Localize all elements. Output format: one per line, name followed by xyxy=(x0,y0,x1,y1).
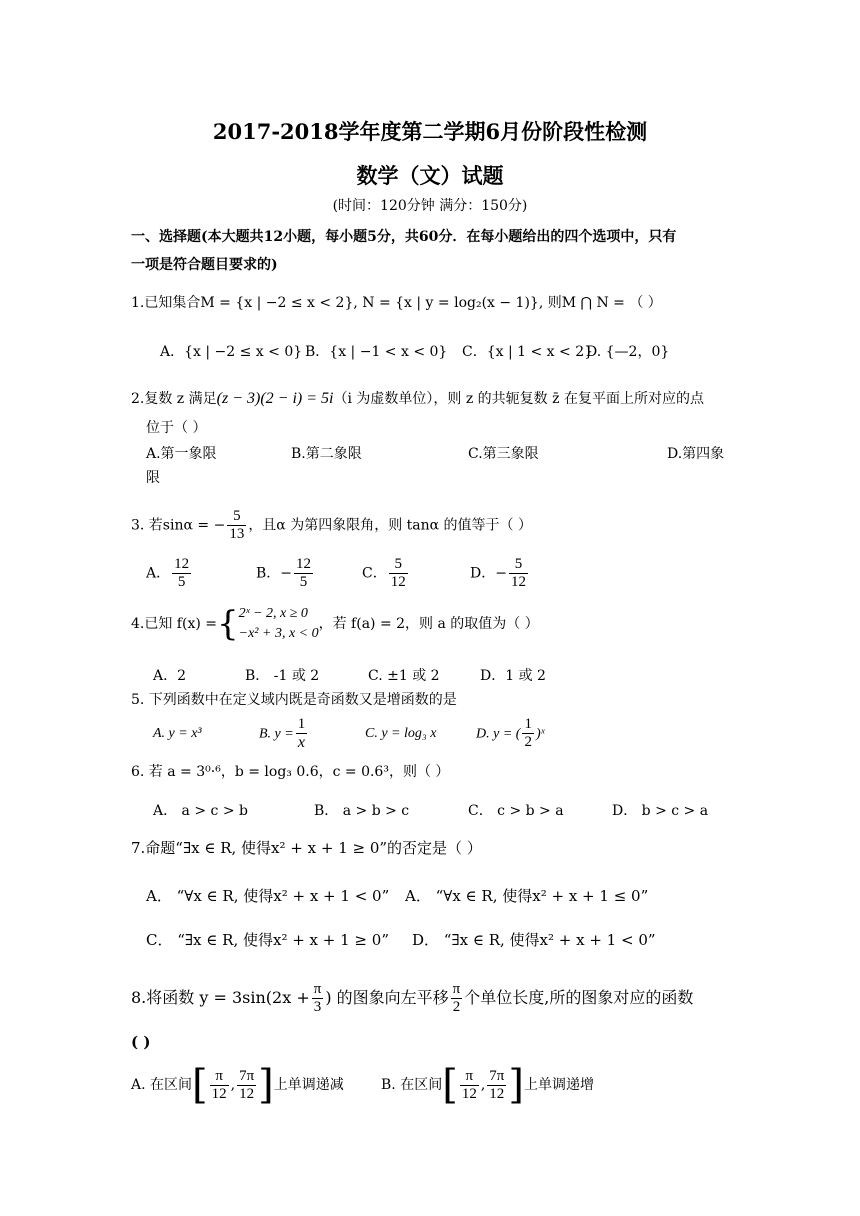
q8-b-frac-2 xyxy=(487,1068,506,1103)
q2-option-d-wrap: 限 xyxy=(146,470,160,486)
q2-stem-line2: 位于（ ） xyxy=(146,420,207,436)
q8-a-frac-1 xyxy=(210,1068,229,1103)
q4-case-2: −x² + 3, x < 0 xyxy=(238,626,319,641)
q3-frac-num: 5 xyxy=(227,508,246,526)
q3-b-label: B．− xyxy=(256,565,293,582)
question-7-stem: 7.命题“∃x ∈ R, 使得x² + x + 1 ≥ 0”的否定是（ ） xyxy=(131,839,482,857)
q3-d-num: 5 xyxy=(509,556,528,574)
q1-option-c: C．{x | 1 < x < 2} xyxy=(462,344,594,360)
q8-a-tail: 上单调递减 xyxy=(273,1077,344,1093)
q2-stem-a: 2.复数 z 满足 xyxy=(131,391,217,407)
q4-option-b: B． -1 或 2 xyxy=(245,668,320,684)
q5-d-tail: )ˣ xyxy=(535,726,545,742)
q8-a-n2: 7π xyxy=(239,1067,255,1084)
q3-b-den: 5 xyxy=(299,574,308,590)
q8-b-bracket-close: ] xyxy=(508,1062,524,1108)
q8-b-n2: 7π xyxy=(489,1067,505,1084)
question-5-stem: 5. 下列函数中在定义域内既是奇函数又是增函数的是 xyxy=(131,692,457,708)
question-1-stem: 1.已知集合M = {x | −2 ≤ x < 2}, N = {x | y = log₂(x − 1)}, 则M ⋂ N = （ ） xyxy=(131,295,662,311)
q3-d-den: 12 xyxy=(510,574,526,590)
q1-option-a: A．{x | −2 ≤ x < 0} xyxy=(160,344,303,360)
q7-option-c: C． “∃x ∈ R, 使得x² + x + 1 ≥ 0” xyxy=(146,931,389,949)
q3-option-d xyxy=(470,556,530,591)
q4-option-a: A．2 xyxy=(153,668,187,684)
q3-d-frac xyxy=(509,556,528,591)
q5-b-den: x xyxy=(297,734,306,751)
q1-option-d: D. {—2，0} xyxy=(586,344,670,360)
q8-option-a: A. 在区间[ $\frac{\pi}{12}$ , $\frac{7\pi}{12}$ ]上单调递减 xyxy=(131,1062,344,1108)
q6-option-d: D． b > c > a xyxy=(612,803,709,819)
q8-frac-1 xyxy=(312,981,324,1016)
q8-frac-2-num: π xyxy=(452,981,461,997)
q8-frac-1-num: π xyxy=(313,981,322,997)
q3-a-den: 5 xyxy=(177,574,186,590)
q4-stem-a: 4.已知 f(x) = xyxy=(131,616,217,632)
q3-b-num: 12 xyxy=(296,556,312,572)
q4-stem-b: ，若 f(a) = 2，则 a 的取值为（ ） xyxy=(318,616,539,632)
q5-option-b xyxy=(259,716,309,751)
q8-frac-2-den: 2 xyxy=(452,999,461,1015)
q3-b-frac xyxy=(294,556,313,591)
exam-info: (时间：120分钟 满分：150分) xyxy=(332,198,528,214)
q4-cases xyxy=(239,604,319,644)
q5-option-d xyxy=(476,716,545,751)
q4-case-1: 2ˣ − 2, x ≥ 0 xyxy=(238,606,308,621)
q3-option-a xyxy=(146,556,193,591)
q8-a-frac-2 xyxy=(237,1068,256,1103)
q5-b-num: 1 xyxy=(297,716,306,732)
q1-option-b: B．{x | −1 < x < 0} xyxy=(305,344,448,360)
q5-d-den: 2 xyxy=(524,734,532,750)
q3-a-num: 12 xyxy=(174,556,190,572)
q7-option-a: A． “∀x ∈ R, 使得x² + x + 1 < 0” xyxy=(146,887,390,905)
q8-stem-b: ) 的图象向左平移 xyxy=(325,988,449,1007)
q3-option-c xyxy=(362,556,410,591)
q5-b-frac xyxy=(296,716,308,751)
q3-stem-b: ，且α 为第四象限角，则 tanα 的值等于（ ） xyxy=(248,517,533,534)
q8-a-bracket-open: [ xyxy=(192,1062,208,1108)
q3-a-frac xyxy=(172,556,191,591)
question-6-stem: 6. 若 a = 3⁰·⁶，b = log₃ 0.6，c = 0.6³，则（ ） xyxy=(131,764,450,780)
q8-b-n1: π xyxy=(460,1068,479,1086)
q8-b-d2: 12 xyxy=(489,1085,505,1102)
q8-stem-line2: ( ) xyxy=(131,1033,151,1051)
q8-b-bracket-open: [ xyxy=(442,1062,458,1108)
q3-stem-a: 3. 若sinα = − xyxy=(131,517,226,534)
q3-option-b xyxy=(256,556,315,591)
q4-option-c: C. ±1 或 2 xyxy=(368,668,440,684)
q5-d-frac xyxy=(522,716,534,751)
q7-option-b: A． “∀x ∈ R, 使得x² + x + 1 ≤ 0” xyxy=(405,887,649,905)
q3-d-label: D．− xyxy=(470,565,507,582)
q5-option-c: C. y = log₃ x xyxy=(365,726,437,741)
q2-option-b: B.第二象限 xyxy=(291,446,362,462)
question-8-stem xyxy=(131,978,693,1018)
q5-d-num: 1 xyxy=(524,716,532,732)
q8-b-label: B. 在区间 xyxy=(381,1077,443,1093)
q3-a-label: A． xyxy=(146,565,171,582)
q2-stem-b: （i 为虚数单位），则 z 的共轭复数 z̄ 在复平面上所对应的点 xyxy=(333,391,704,407)
exam-subtitle: 数学（文）试题 xyxy=(356,163,504,188)
q3-c-frac xyxy=(389,556,408,591)
q4-option-d: D．1 或 2 xyxy=(480,668,546,684)
q8-frac-1-den: 3 xyxy=(313,999,322,1015)
q8-a-bracket-close: ] xyxy=(258,1062,274,1108)
q3-frac-den: 13 xyxy=(229,526,245,542)
question-3-stem xyxy=(131,508,532,543)
q6-option-b: B． a > b > c xyxy=(314,803,410,819)
q6-option-c: C． c > b > a xyxy=(468,803,564,819)
exam-title: 2017-2018学年度第二学期6月份阶段性检测 xyxy=(212,119,648,144)
section-heading: 一、选择题(本大题共12小题，每小题5分，共60分．在每小题给出的四个选项中，只有 xyxy=(131,229,677,245)
q3-fraction xyxy=(227,508,246,543)
question-4-stem xyxy=(131,604,539,644)
q8-stem-c: 个单位长度,所的图象对应的函数 xyxy=(464,988,694,1007)
q8-a-d2: 12 xyxy=(239,1085,255,1102)
q5-option-a: A. y = x³ xyxy=(153,726,202,741)
q5-d-label: D. y = ( xyxy=(476,726,521,742)
q8-frac-2 xyxy=(451,981,463,1016)
q3-c-label: C． xyxy=(362,565,387,582)
q8-a-n1: π xyxy=(210,1068,229,1086)
q2-expression: (z − 3)(2 − i) = 5i xyxy=(216,390,334,407)
q8-option-b: B. 在区间[ $\frac{\pi}{12}$ , $\frac{7\pi}{12}$ ]上单调递增 xyxy=(381,1062,594,1108)
q8-a-label: A. 在区间 xyxy=(131,1077,193,1093)
q4-brace: { xyxy=(217,604,239,644)
q7-option-d: D． “∃x ∈ R, 使得x² + x + 1 < 0” xyxy=(412,931,656,949)
section-heading-cont: 一项是符合题目要求的) xyxy=(131,257,278,273)
q2-option-a: A.第一象限 xyxy=(146,446,217,462)
q6-option-a: A． a > c > b xyxy=(153,803,248,819)
q8-b-frac-1 xyxy=(460,1068,479,1103)
q3-c-den: 12 xyxy=(390,574,406,590)
q8-b-tail: 上单调递增 xyxy=(523,1077,594,1093)
q8-a-d1: 12 xyxy=(211,1085,227,1102)
q8-b-d1: 12 xyxy=(461,1085,477,1102)
q2-option-c: C.第三象限 xyxy=(468,446,539,462)
question-2-stem xyxy=(131,390,704,408)
q2-option-d: D.第四象 xyxy=(667,446,725,462)
q5-b-label: B. y = xyxy=(259,726,294,742)
q8-stem-a: 8.将函数 y = 3sin(2x + xyxy=(131,988,310,1007)
q3-c-num: 5 xyxy=(389,556,408,574)
